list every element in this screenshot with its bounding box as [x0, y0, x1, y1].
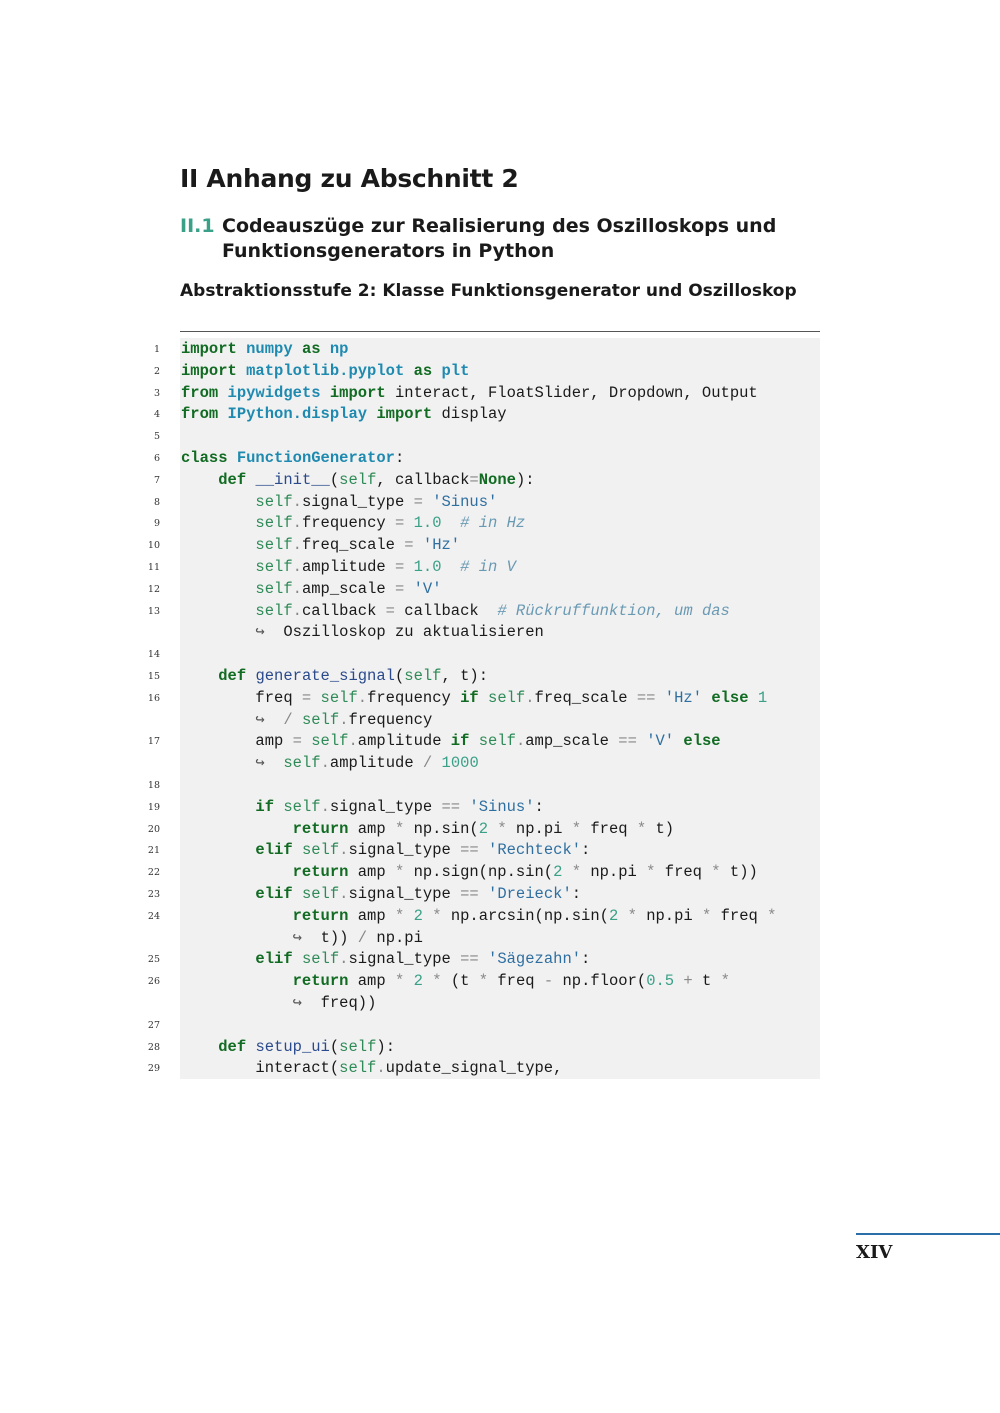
line-number: 8: [153, 496, 160, 508]
code-line: [0, 665, 1000, 687]
code-line: [0, 1014, 1000, 1036]
code-line: [0, 491, 1000, 513]
code-line: [0, 534, 1000, 556]
line-number: 12: [147, 583, 160, 595]
line-number: 28: [147, 1041, 160, 1053]
line-number: 23: [147, 889, 160, 900]
code-text: amp = self.amplitude if self.amp_scale == 'V' else: [181, 732, 721, 751]
code-line: [0, 425, 1000, 447]
code-line: [0, 730, 1000, 752]
code-text: ↪ t)) / np.pi: [292, 928, 423, 947]
line-number: 4: [153, 409, 160, 421]
code-line: [0, 600, 1000, 622]
line-number: 2: [153, 365, 160, 377]
code-line: [0, 360, 1000, 382]
code-line: [0, 687, 1000, 709]
code-line: [0, 469, 1000, 491]
line-number: 15: [147, 671, 160, 682]
subsection-title: Codeauszüge zur Realisierung des Oszilloskops und Funktionsgenerators in Python: [222, 215, 777, 262]
line-number: 26: [147, 976, 160, 988]
code-line: [0, 1036, 1000, 1058]
code-line: [0, 970, 1000, 992]
line-number: 1: [153, 344, 160, 355]
code-text: from IPython.display import display: [181, 405, 507, 424]
code-text: elif self.signal_type == 'Sägezahn':: [255, 950, 591, 969]
line-number: 5: [153, 431, 160, 443]
line-number: 27: [147, 1019, 160, 1031]
code-text: ↪ self.amplitude / 1000: [255, 754, 479, 773]
code-line: [0, 643, 1000, 665]
subsection-number: II.1: [180, 215, 215, 237]
code-line: [0, 578, 1000, 600]
page-number: XIV: [856, 1242, 893, 1263]
code-line: [0, 992, 1000, 1014]
code-text: ↪ freq)): [292, 994, 377, 1012]
line-number: 17: [147, 736, 160, 748]
line-number: 29: [147, 1063, 160, 1075]
section-title: II Anhang zu Abschnitt 2: [180, 164, 519, 193]
code-text: import numpy as np: [181, 340, 349, 358]
code-text: class FunctionGenerator:: [181, 449, 405, 467]
code-line: [0, 1057, 1000, 1079]
code-text: elif self.signal_type == 'Dreieck':: [255, 885, 582, 903]
line-number: 11: [147, 562, 160, 573]
code-line: [0, 927, 1000, 949]
line-number: 3: [153, 387, 160, 399]
line-number: 6: [153, 453, 160, 464]
line-number: 10: [147, 540, 160, 552]
code-line: [0, 338, 1000, 360]
code-text: return amp * 2 * (t * freq - np.floor(0.5 + t *: [292, 972, 730, 991]
code-line: [0, 621, 1000, 643]
code-top-rule: [180, 331, 820, 332]
line-number: 24: [147, 910, 160, 922]
code-line: [0, 905, 1000, 927]
line-number: 25: [147, 954, 160, 966]
code-text: self.amplitude = 1.0 # in V: [255, 558, 516, 576]
code-text: self.amp_scale = 'V': [255, 579, 442, 598]
code-line: [0, 861, 1000, 883]
line-number: 16: [147, 692, 160, 704]
code-line: [0, 512, 1000, 534]
code-text: ↪ / self.frequency: [255, 710, 433, 729]
code-line: [0, 403, 1000, 425]
code-line: [0, 883, 1000, 905]
code-text: return amp * np.sin(2 * np.pi * freq * t): [292, 819, 675, 838]
code-text: ↪ Oszilloskop zu aktualisieren: [255, 623, 544, 642]
code-line: [0, 556, 1000, 578]
code-line: [0, 774, 1000, 796]
line-number: 21: [147, 845, 160, 857]
line-number: 22: [147, 867, 160, 879]
code-line: [0, 752, 1000, 774]
line-number: 14: [147, 649, 160, 661]
line-number: 13: [147, 605, 160, 617]
code-text: if self.signal_type == 'Sinus':: [255, 797, 544, 816]
code-text: def setup_ui(self):: [218, 1037, 395, 1056]
line-number: 9: [153, 518, 160, 530]
code-text: freq = self.frequency if self.freq_scale == 'Hz' else 1: [181, 688, 768, 707]
paragraph-title: Abstraktionsstufe 2: Klasse Funktionsgenerator und Oszilloskop: [180, 281, 797, 301]
line-number: 7: [153, 474, 160, 486]
code-line: [0, 796, 1000, 818]
code-line: [0, 382, 1000, 404]
code-text: elif self.signal_type == 'Rechteck':: [255, 841, 591, 860]
code-text: interact(self.update_signal_type,: [181, 1059, 563, 1078]
code-text: self.signal_type = 'Sinus': [255, 492, 498, 511]
code-text: def __init__(self, callback=None):: [218, 470, 535, 489]
subsection-heading: [180, 214, 800, 264]
code-text: def generate_signal(self, t):: [218, 667, 489, 685]
code-text: self.frequency = 1.0 # in Hz: [255, 514, 526, 533]
code-text: return amp * np.sign(np.sin(2 * np.pi * freq * t)): [292, 863, 758, 882]
code-line: [0, 948, 1000, 970]
code-text: self.freq_scale = 'Hz': [255, 536, 461, 555]
code-text: from ipywidgets import interact, FloatSlider, Dropdown, Output: [181, 383, 758, 402]
line-number: 20: [147, 823, 160, 835]
code-text: import matplotlib.pyplot as plt: [181, 361, 470, 380]
code-text: self.callback = callback # Rückruffunktion, um das: [255, 601, 730, 620]
line-number: 19: [147, 801, 160, 813]
line-number: 18: [147, 780, 160, 791]
code-text: return amp * 2 * np.arcsin(np.sin(2 * np.pi * freq *: [292, 906, 777, 925]
code-line: [0, 709, 1000, 731]
code-line: [0, 839, 1000, 861]
code-line: [0, 818, 1000, 840]
code-line: [0, 447, 1000, 469]
footer-rule: [856, 1233, 1000, 1235]
